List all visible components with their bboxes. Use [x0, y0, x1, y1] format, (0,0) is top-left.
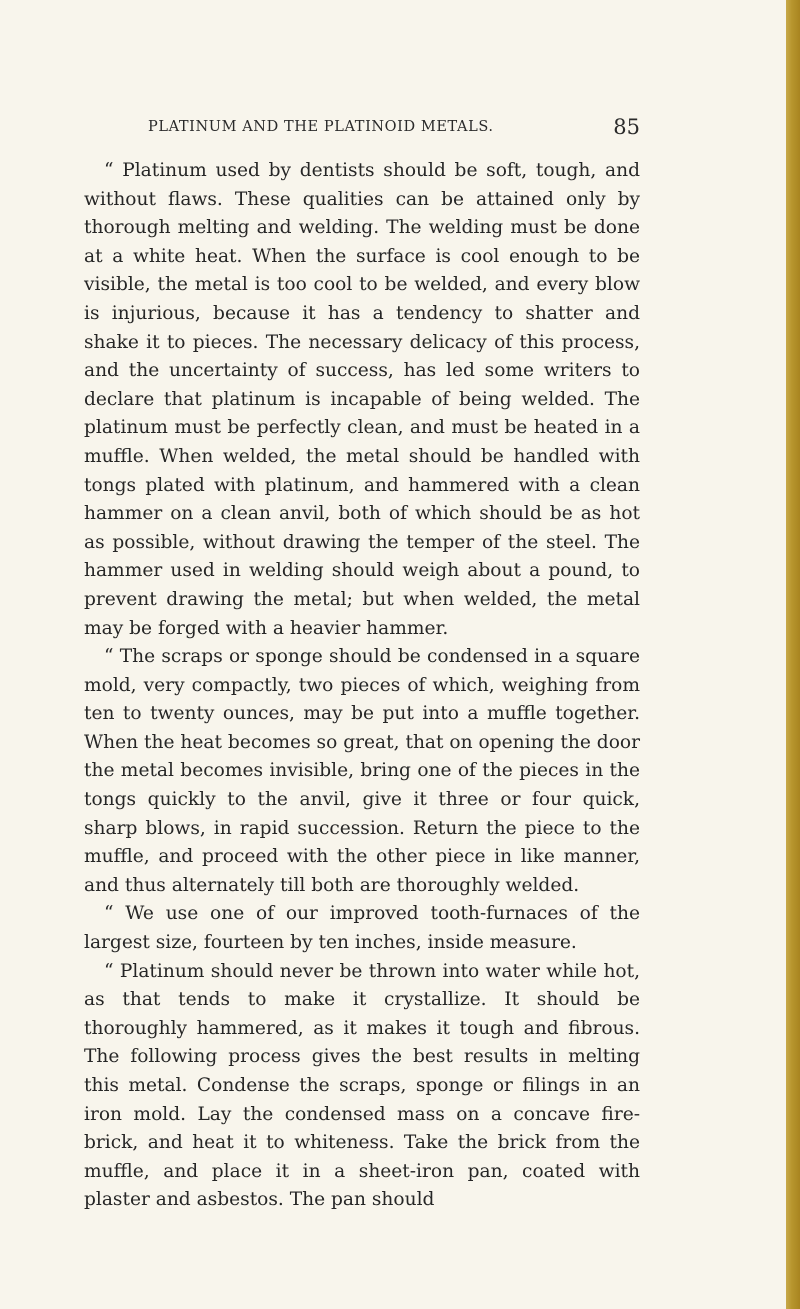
- page-header: [148, 117, 640, 147]
- page-edge: [786, 0, 800, 1309]
- running-head: PLATINUM AND THE PLATINOID METALS.: [148, 119, 494, 135]
- paragraph: “ The scraps or sponge should be condensed in a square mold, very compactly, two pieces of which, weighing from ten to twenty ounces, may be put into a muffle together. When the heat becomes so great, that on opening the door the metal becomes invisible, bring one of the pieces in the tongs quickly to the anvil, give it three or four quick, sharp blows, in rapid succession. Return the piece to the muffle, and proceed with the other piece in like manner, and thus alternately till both are thoroughly welded.: [84, 646, 640, 896]
- paragraph: “ We use one of our improved tooth-furnaces of the largest size, fourteen by ten inches, inside measure.: [84, 903, 640, 954]
- body-text: [84, 157, 640, 1215]
- paragraph: “ Platinum should never be thrown into water while hot, as that tends to make it crystallize. It should be thoroughly hammered, as it makes it tough and fibrous. The following process gives the best results in melting this metal. Condense the scraps, sponge or filings in an iron mold. Lay the condensed mass on a concave fire-brick, and heat it to whiteness. Take the brick from the muffle, and place it in a sheet-iron pan, coated with plaster and asbestos. The pan should: [84, 960, 640, 1211]
- paragraph: “ Platinum used by dentists should be soft, tough, and without flaws. These qualities can be attained only by thorough melting and welding. The welding must be done at a white heat. When the surface is cool enough to be visible, the metal is too cool to be welded, and every blow is injurious, because it has a tendency to shatter and shake it to pieces. The necessary delicacy of this process, and the uncertainty of success, has led some writers to declare that platinum is incapable of being welded. The platinum must be perfectly clean, and must be heated in a muffle. When welded, the metal should be handled with tongs plated with platinum, and hammered with a clean hammer on a clean anvil, both of which should be as hot as possible, without drawing the temper of the steel. The hammer used in welding should weigh about a pound, to prevent drawing the metal; but when welded, the metal may be forged with a heavier hammer.: [84, 160, 640, 639]
- page-number: 85: [613, 115, 640, 139]
